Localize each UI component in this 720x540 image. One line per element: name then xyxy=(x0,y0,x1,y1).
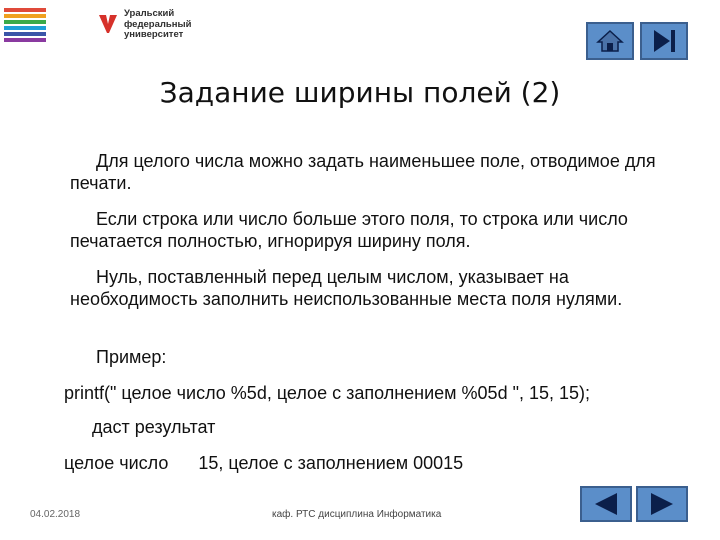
footer-date: 04.02.2018 xyxy=(30,509,81,520)
skip-to-end-icon xyxy=(650,28,678,54)
home-button[interactable] xyxy=(586,22,634,60)
paragraph-1 xyxy=(70,150,670,194)
paragraph-2 xyxy=(70,208,670,252)
logo-line-3: университет xyxy=(124,29,184,40)
paragraph-3-text: Нуль, поставленный перед целым числом, указывает на необходимость заполнить неиспользованные места поля нулями. xyxy=(70,267,623,309)
footer-department: каф. РТС дисциплина Информатика xyxy=(272,509,442,520)
top-navigation xyxy=(586,22,688,60)
skip-to-end-button[interactable] xyxy=(640,22,688,60)
paragraph-1-text: Для целого числа можно задать наименьшее поле, отводимое для печати. xyxy=(70,151,656,193)
home-icon xyxy=(596,29,624,53)
arrow-right-icon xyxy=(647,491,677,517)
bottom-navigation xyxy=(580,486,688,522)
code-example: printf(" целое число %5d, целое с заполнением %05d ", 15, 15); xyxy=(64,383,591,403)
paragraph-2-text: Если строка или число больше этого поля, то строка или число печатается полностью, игнорируя ширину поля. xyxy=(70,209,628,251)
logo-line-1: Уральский xyxy=(124,8,175,19)
logo-stripes xyxy=(4,8,46,44)
result-output: целое число 15, целое с заполнением 00015 xyxy=(64,453,464,473)
slide-title: Задание ширины полей (2) xyxy=(159,76,561,109)
paragraph-3 xyxy=(70,266,670,310)
university-name xyxy=(124,9,191,41)
next-slide-button[interactable] xyxy=(636,486,688,522)
logo-line-2: федеральный xyxy=(124,18,192,30)
result-label: даст результат xyxy=(92,417,216,437)
example-label: Пример: xyxy=(96,347,167,367)
previous-slide-button[interactable] xyxy=(580,486,632,522)
university-logo-icon xyxy=(96,12,120,36)
arrow-left-icon xyxy=(591,491,621,517)
